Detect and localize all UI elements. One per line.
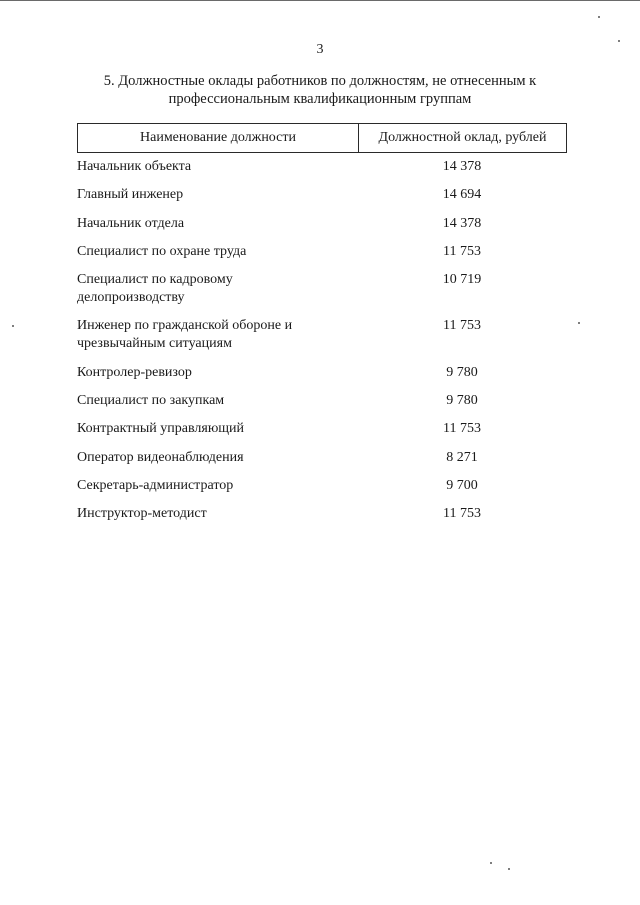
- page-number: 3: [316, 42, 324, 57]
- position-name: [77, 364, 357, 382]
- position-name-line: Контролер-ревизор: [77, 364, 192, 380]
- salary-table-body: [77, 158, 567, 534]
- position-name-line: Главный инженер: [77, 187, 184, 203]
- salary-value: 8 271: [446, 449, 478, 465]
- position-name-line: Начальник объекта: [77, 159, 192, 174]
- position-name-line: делопроизводству: [77, 290, 185, 306]
- table-row: [77, 186, 567, 204]
- salary-value: 11 753: [443, 506, 481, 522]
- position-name: [77, 215, 357, 233]
- column-header-position: Наименование должности: [78, 124, 359, 152]
- table-row: [77, 243, 567, 261]
- scan-speck: [578, 322, 580, 324]
- table-row: [77, 449, 567, 467]
- position-name-line: Специалист по охране труда: [77, 243, 247, 259]
- salary-value: 9 780: [446, 393, 478, 409]
- position-name: [77, 505, 357, 523]
- table-header: [77, 123, 567, 153]
- position-name: [77, 317, 357, 353]
- position-name-line: Начальник отдела: [77, 215, 185, 231]
- position-name: [77, 420, 357, 438]
- position-name-line: Контрактный управляющий: [77, 421, 245, 437]
- table-row: [77, 215, 567, 233]
- position-name-line: Специалист по закупкам: [77, 393, 225, 409]
- table-row: [77, 392, 567, 410]
- position-name: [77, 186, 357, 204]
- salary-value: 9 700: [446, 477, 478, 493]
- table-row: [77, 420, 567, 438]
- position-name-line: Специалист по кадровому: [77, 272, 233, 288]
- table-row: [77, 317, 567, 353]
- position-name-line: Инструктор-методист: [77, 506, 207, 522]
- scan-speck: [12, 325, 14, 327]
- position-name: [77, 392, 357, 410]
- position-name: [77, 477, 357, 495]
- section-heading: [40, 72, 600, 108]
- section-heading-line-1: 5. Должностные оклады работников по должностям, не отнесенным к: [103, 73, 537, 89]
- position-name-line: Секретарь-администратор: [77, 477, 234, 493]
- scan-speck: [508, 868, 510, 870]
- position-name: [77, 271, 357, 307]
- table-row: [77, 364, 567, 382]
- position-name: [77, 449, 357, 467]
- salary-value: 11 753: [443, 421, 481, 437]
- table-row: [77, 158, 567, 176]
- salary-value: 14 378: [442, 215, 482, 231]
- scan-speck: [618, 40, 620, 42]
- section-heading-line-2: профессиональным квалификационным группам: [168, 91, 472, 107]
- salary-value: 9 780: [446, 364, 478, 380]
- salary-value: 10 719: [442, 272, 482, 288]
- position-name-line: Оператор видеонаблюдения: [77, 449, 244, 465]
- table-row: [77, 271, 567, 307]
- salary-value: 14 378: [442, 159, 482, 174]
- salary-value: 11 753: [443, 243, 481, 259]
- scan-speck: [598, 16, 600, 18]
- salary-value: 11 753: [443, 318, 481, 334]
- scan-speck: [490, 862, 492, 864]
- table-row: [77, 505, 567, 523]
- top-border-line: [0, 0, 640, 1]
- column-header-salary: Должностной оклад, рублей: [378, 130, 547, 145]
- position-name-line: Инженер по гражданской обороне и: [77, 318, 293, 334]
- position-name-line: чрезвычайным ситуациям: [77, 336, 232, 352]
- table-row: [77, 477, 567, 495]
- salary-value: 14 694: [442, 187, 482, 203]
- position-name: [77, 158, 357, 176]
- position-name: [77, 243, 357, 261]
